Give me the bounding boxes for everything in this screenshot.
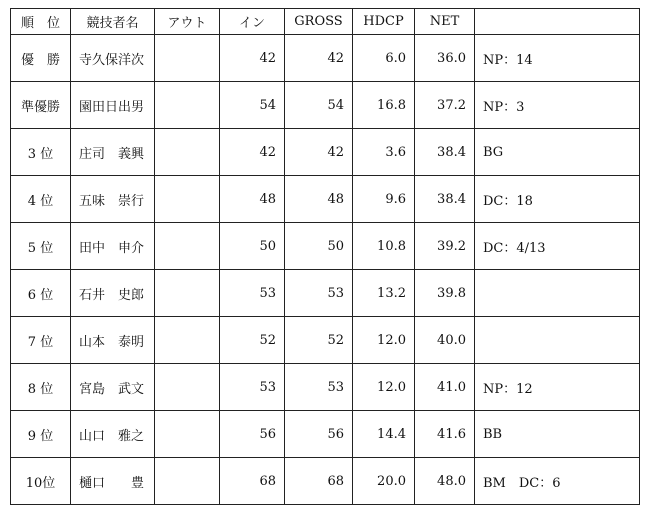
cell-name: 山口 雅之: [71, 411, 155, 458]
cell-rank: 8 位: [11, 364, 71, 411]
cell-gross: 50: [285, 223, 353, 270]
cell-rank: 5 位: [11, 223, 71, 270]
cell-rank: 準優勝: [11, 82, 71, 129]
cell-in: 54: [220, 82, 285, 129]
cell-out: [155, 129, 220, 176]
results-table-container: [10, 8, 640, 505]
table-row: [11, 82, 640, 129]
cell-out: [155, 364, 220, 411]
cell-note: [475, 317, 640, 364]
table-row: [11, 223, 640, 270]
cell-net: 36.0: [415, 35, 475, 82]
cell-net: 40.0: [415, 317, 475, 364]
table-row: [11, 411, 640, 458]
cell-in: 53: [220, 270, 285, 317]
cell-net: 39.8: [415, 270, 475, 317]
header-note: [475, 9, 640, 35]
cell-net: 37.2: [415, 82, 475, 129]
cell-in: 68: [220, 458, 285, 505]
cell-note: BB: [475, 411, 640, 458]
cell-name: 五味 崇行: [71, 176, 155, 223]
cell-in: 42: [220, 35, 285, 82]
cell-gross: 48: [285, 176, 353, 223]
cell-hdcp: 13.2: [353, 270, 415, 317]
header-hdcp: HDCP: [353, 9, 415, 35]
table-row: [11, 317, 640, 364]
cell-out: [155, 458, 220, 505]
cell-hdcp: 10.8: [353, 223, 415, 270]
cell-hdcp: 16.8: [353, 82, 415, 129]
header-out: アウト: [155, 9, 220, 35]
cell-rank: 9 位: [11, 411, 71, 458]
cell-gross: 53: [285, 364, 353, 411]
cell-net: 39.2: [415, 223, 475, 270]
cell-net: 48.0: [415, 458, 475, 505]
cell-in: 56: [220, 411, 285, 458]
cell-name: 寺久保洋次: [71, 35, 155, 82]
cell-note: BM DC：6: [475, 458, 640, 505]
header-rank: 順 位: [11, 9, 71, 35]
cell-gross: 68: [285, 458, 353, 505]
cell-hdcp: 14.4: [353, 411, 415, 458]
cell-note: DC：18: [475, 176, 640, 223]
table-row: [11, 35, 640, 82]
cell-rank: 優 勝: [11, 35, 71, 82]
table-row: [11, 270, 640, 317]
header-row: [11, 9, 640, 35]
cell-gross: 42: [285, 35, 353, 82]
header-name: 競技者名: [71, 9, 155, 35]
cell-rank: 6 位: [11, 270, 71, 317]
cell-hdcp: 6.0: [353, 35, 415, 82]
header-net: NET: [415, 9, 475, 35]
cell-out: [155, 176, 220, 223]
cell-net: 41.6: [415, 411, 475, 458]
cell-name: 庄司 義興: [71, 129, 155, 176]
cell-out: [155, 223, 220, 270]
cell-note: DC：4/13: [475, 223, 640, 270]
cell-in: 52: [220, 317, 285, 364]
table-row: [11, 458, 640, 505]
cell-gross: 53: [285, 270, 353, 317]
cell-gross: 56: [285, 411, 353, 458]
cell-net: 41.0: [415, 364, 475, 411]
cell-note: BG: [475, 129, 640, 176]
cell-note: NP：12: [475, 364, 640, 411]
cell-rank: 10位: [11, 458, 71, 505]
cell-in: 53: [220, 364, 285, 411]
cell-note: NP：3: [475, 82, 640, 129]
table-row: [11, 129, 640, 176]
cell-rank: 4 位: [11, 176, 71, 223]
cell-name: 宮島 武文: [71, 364, 155, 411]
table-row: [11, 364, 640, 411]
cell-hdcp: 9.6: [353, 176, 415, 223]
cell-out: [155, 270, 220, 317]
results-table: [10, 8, 640, 505]
cell-out: [155, 411, 220, 458]
table-row: [11, 176, 640, 223]
cell-note: NP：14: [475, 35, 640, 82]
cell-rank: 7 位: [11, 317, 71, 364]
cell-in: 50: [220, 223, 285, 270]
cell-hdcp: 3.6: [353, 129, 415, 176]
cell-hdcp: 20.0: [353, 458, 415, 505]
cell-hdcp: 12.0: [353, 364, 415, 411]
cell-gross: 54: [285, 82, 353, 129]
cell-name: 園田日出男: [71, 82, 155, 129]
cell-out: [155, 82, 220, 129]
cell-name: 樋口 豊: [71, 458, 155, 505]
cell-note: [475, 270, 640, 317]
header-gross: GROSS: [285, 9, 353, 35]
cell-name: 田中 申介: [71, 223, 155, 270]
cell-in: 42: [220, 129, 285, 176]
cell-rank: 3 位: [11, 129, 71, 176]
cell-net: 38.4: [415, 176, 475, 223]
results-body: [11, 35, 640, 505]
cell-name: 山本 泰明: [71, 317, 155, 364]
cell-out: [155, 317, 220, 364]
cell-gross: 52: [285, 317, 353, 364]
cell-in: 48: [220, 176, 285, 223]
cell-out: [155, 35, 220, 82]
cell-net: 38.4: [415, 129, 475, 176]
cell-gross: 42: [285, 129, 353, 176]
cell-name: 石井 史郎: [71, 270, 155, 317]
cell-hdcp: 12.0: [353, 317, 415, 364]
header-in: イン: [220, 9, 285, 35]
